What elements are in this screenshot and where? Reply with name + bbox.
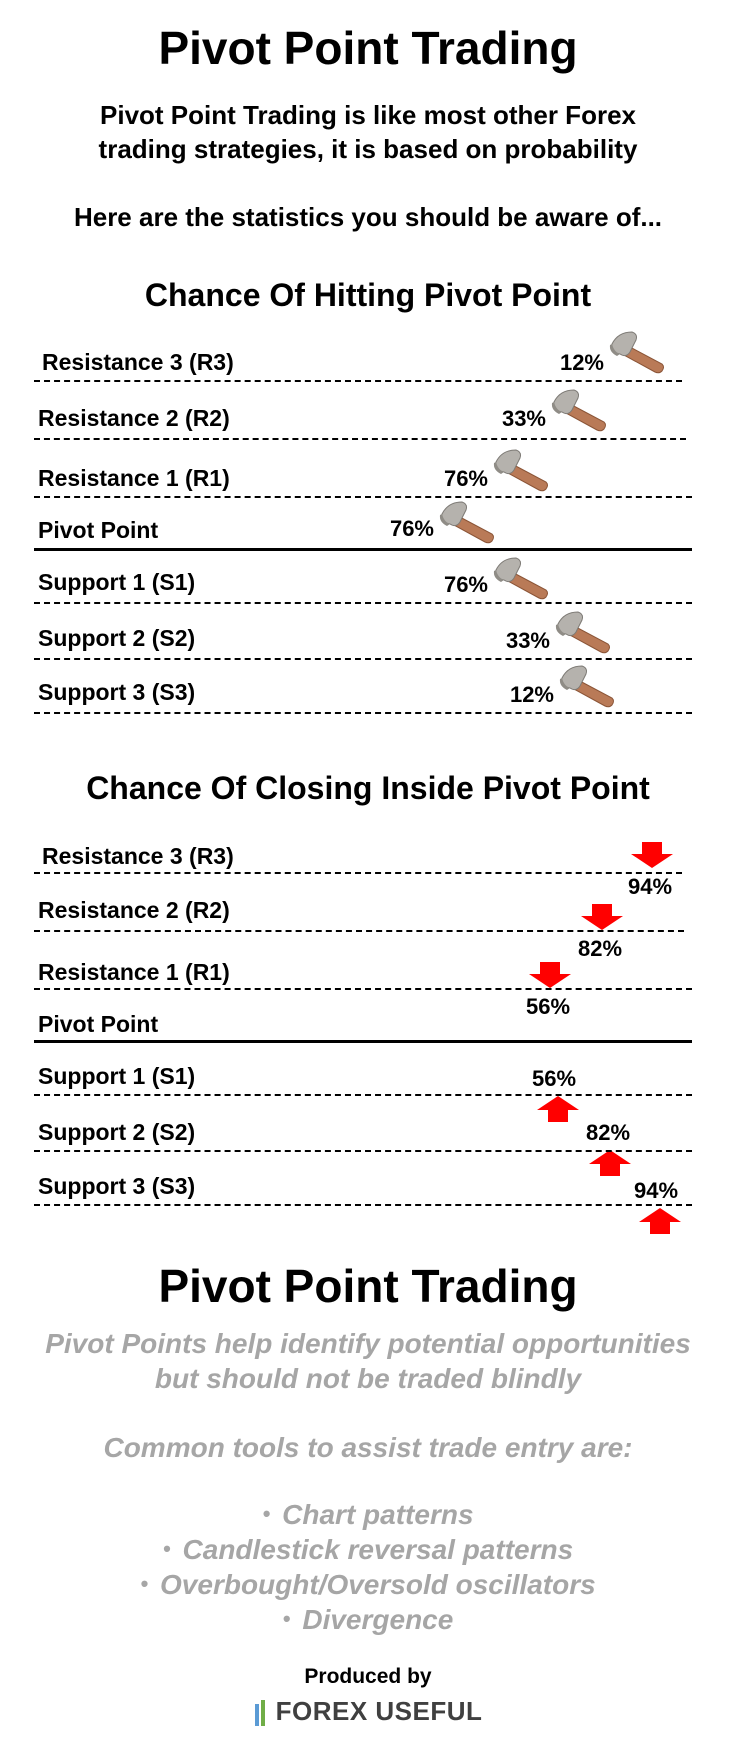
closing-row-value: 56% — [525, 994, 571, 1019]
closing-row-arrow-down — [630, 842, 674, 868]
hitting-row-hammer — [492, 556, 550, 602]
tool-list-item-text: Divergence — [302, 1604, 454, 1635]
hitting-row-value: 12% — [559, 350, 604, 375]
hitting-section-title: Chance Of Hitting Pivot Point — [144, 277, 592, 313]
level-dashed-line — [34, 930, 684, 932]
intro-line-2: trading strategies, it is based on probability — [98, 134, 638, 164]
hitting-row-value: 76% — [443, 466, 488, 491]
pivot-solid-line — [34, 1040, 692, 1043]
intro-line-1: Pivot Point Trading is like most other Forex — [100, 100, 636, 130]
hammer-icon — [492, 448, 550, 494]
hitting-row-label: Support 1 (S1) — [38, 569, 196, 595]
hammer-icon — [550, 388, 608, 434]
hitting-row-hammer — [550, 388, 608, 434]
hitting-row-label: Support 3 (S3) — [38, 679, 196, 705]
stats-lead: Here are the statistics you should be aware of... — [73, 202, 663, 232]
hammer-icon — [608, 330, 666, 376]
summary-title: Pivot Point Trading — [158, 1260, 578, 1312]
hitting-row-value: 33% — [505, 628, 550, 653]
level-dashed-line — [34, 496, 692, 498]
hitting-row-hammer — [608, 330, 666, 376]
page-title: Pivot Point Trading — [158, 22, 578, 74]
arrow-up-icon — [588, 1150, 632, 1176]
closing-row-value: 56% — [531, 1066, 577, 1091]
level-dashed-line — [34, 602, 692, 604]
arrow-down-icon — [528, 962, 572, 988]
closing-row-arrow-down — [580, 904, 624, 930]
closing-row-value: 94% — [633, 1178, 679, 1203]
level-dashed-line — [34, 438, 686, 440]
tool-list-item-text: Candlestick reversal patterns — [182, 1534, 574, 1565]
hitting-row-hammer — [438, 500, 496, 546]
produced-by: Produced by — [304, 1665, 432, 1688]
level-dashed-line — [34, 380, 682, 382]
level-dashed-line — [34, 988, 692, 990]
tool-list-item-text: Chart patterns — [282, 1499, 474, 1530]
closing-row-label: Support 1 (S1) — [38, 1063, 196, 1089]
summary-line-2: but should not be traded blindly — [154, 1363, 582, 1394]
hitting-row-label: Support 2 (S2) — [38, 625, 196, 651]
hammer-icon — [558, 664, 616, 710]
hitting-row-label: Resistance 3 (R3) — [42, 349, 234, 375]
tool-list-item — [0, 1601, 736, 1637]
closing-row-value: 82% — [585, 1120, 631, 1145]
hammer-icon — [438, 500, 496, 546]
pivot-solid-line — [34, 548, 692, 551]
closing-row-arrow-up — [588, 1150, 632, 1176]
closing-row-arrow-up — [638, 1208, 682, 1234]
brand-logo — [0, 1696, 736, 1731]
arrow-down-icon — [580, 904, 624, 930]
closing-row-label: Pivot Point — [38, 1011, 159, 1037]
closing-row-label: Resistance 3 (R3) — [42, 843, 234, 869]
level-dashed-line — [34, 1094, 692, 1096]
level-dashed-line — [34, 712, 692, 714]
level-dashed-line — [34, 872, 682, 874]
brand-name: FOREX USEFUL — [275, 1696, 483, 1726]
closing-row-value: 94% — [627, 874, 673, 899]
closing-row-arrow-up — [536, 1096, 580, 1122]
bullet-icon: • — [262, 1501, 271, 1526]
brand-bars-icon — [254, 1698, 270, 1726]
arrow-up-icon — [536, 1096, 580, 1122]
bullet-icon: • — [162, 1536, 171, 1561]
hitting-row-hammer — [554, 610, 612, 656]
summary-line-1: Pivot Points help identify potential opportunities — [45, 1328, 691, 1359]
closing-row-label: Support 3 (S3) — [38, 1173, 196, 1199]
hammer-icon — [492, 556, 550, 602]
closing-row-value: 82% — [577, 936, 623, 961]
hitting-row-label: Resistance 1 (R1) — [38, 465, 230, 491]
closing-section-title: Chance Of Closing Inside Pivot Point — [86, 770, 650, 806]
closing-row-label: Support 2 (S2) — [38, 1119, 196, 1145]
tool-list-item — [0, 1566, 736, 1602]
arrow-up-icon — [638, 1208, 682, 1234]
hitting-row-label: Pivot Point — [38, 517, 159, 543]
tool-list-item — [0, 1496, 736, 1532]
closing-row-label: Resistance 2 (R2) — [38, 897, 230, 923]
level-dashed-line — [34, 1150, 692, 1152]
hitting-row-label: Resistance 2 (R2) — [38, 405, 230, 431]
hitting-row-hammer — [492, 448, 550, 494]
hitting-row-value: 12% — [509, 682, 554, 707]
hammer-icon — [554, 610, 612, 656]
hitting-row-value: 76% — [443, 572, 488, 597]
arrow-down-icon — [630, 842, 674, 868]
hitting-row-hammer — [558, 664, 616, 710]
closing-row-label: Resistance 1 (R1) — [38, 959, 230, 985]
hitting-row-value: 33% — [501, 406, 546, 431]
bullet-icon: • — [140, 1571, 149, 1596]
hitting-row-value: 76% — [389, 516, 434, 541]
bullet-icon: • — [282, 1606, 291, 1631]
level-dashed-line — [34, 1204, 692, 1206]
tools-lead: Common tools to assist trade entry are: — [103, 1432, 633, 1463]
tool-list-item — [0, 1531, 736, 1567]
tool-list-item-text: Overbought/Oversold oscillators — [160, 1569, 596, 1600]
level-dashed-line — [34, 658, 692, 660]
closing-row-arrow-down — [528, 962, 572, 988]
